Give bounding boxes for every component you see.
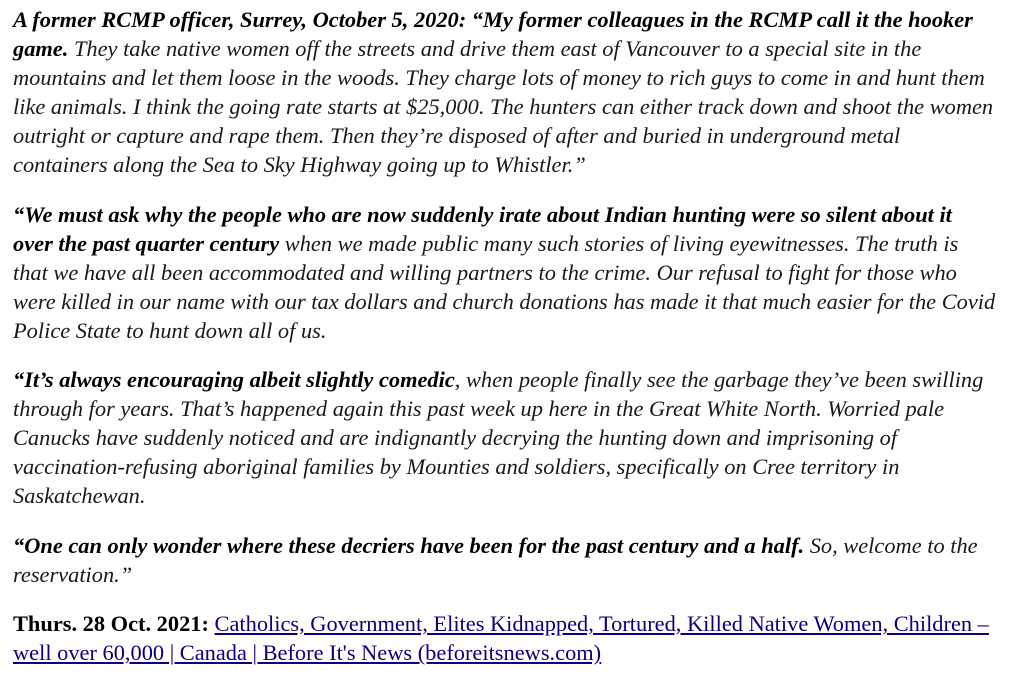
quote-lead-bold: “One can only wonder where these decriers have been for the past century and a half. [13, 532, 805, 558]
dateline-date: Thurs. 28 Oct. 2021: [13, 611, 209, 637]
quote-lead-bold: “It’s always encouraging albeit slightly comedic [13, 367, 455, 393]
quote-paragraph-reservation [13, 531, 997, 589]
quote-paragraph-comedic [13, 365, 997, 510]
quote-text: , when people finally see the garbage they’ve been swilling through for years. That’s happened again this past week up here in the Great White North. Worried pale Canucks have suddenly noticed and are indignantly decrying the hunting down and imprisoning of vaccination-refusing aboriginal families by Mounties and soldiers, specifically on Cree territory in Saskatchewan. [13, 367, 984, 509]
quote-lead-bold: “We must ask why the people who are now suddenly irate about Indian hunting were so silent about it over the past quarter century [13, 201, 952, 256]
quote-paragraph-silent [13, 200, 997, 345]
dateline-paragraph [13, 609, 997, 667]
quote-paragraph-rcmp-officer [13, 5, 997, 179]
quote-text: They take native women off the streets and drive them east of Vancouver to a special site in the mountains and let them loose in the woods. They charge lots of money to rich guys to come in and hunt them like animals. I think the going rate starts at $25,000. The hunters can either track down and shoot the women outright or capture and rape them. Then they’re disposed of after and buried in underground metal containers along the Sea to Sky Highway going up to Whistler.” [13, 36, 994, 177]
quote-lead-bold: A former RCMP officer, Surrey, October 5, 2020: “My former colleagues in the RCMP call it the hooker game. [13, 7, 973, 61]
news-article-link[interactable]: Catholics, Government, Elites Kidnapped, Tortured, Killed Native Women, Children – well over 60,000 | Canada | Before It's News (beforeitsnews.com) [13, 611, 989, 666]
quote-text: when we made public many such stories of living eyewitnesses. The truth is that we have all been accommodated and willing partners to the crime. Our refusal to fight for those who were killed in our name with our tax dollars and church donations has made it that much easier for the Covid Police State to hunt down all of us. [13, 230, 996, 343]
quote-text: So, welcome to the reservation.” [13, 532, 978, 587]
